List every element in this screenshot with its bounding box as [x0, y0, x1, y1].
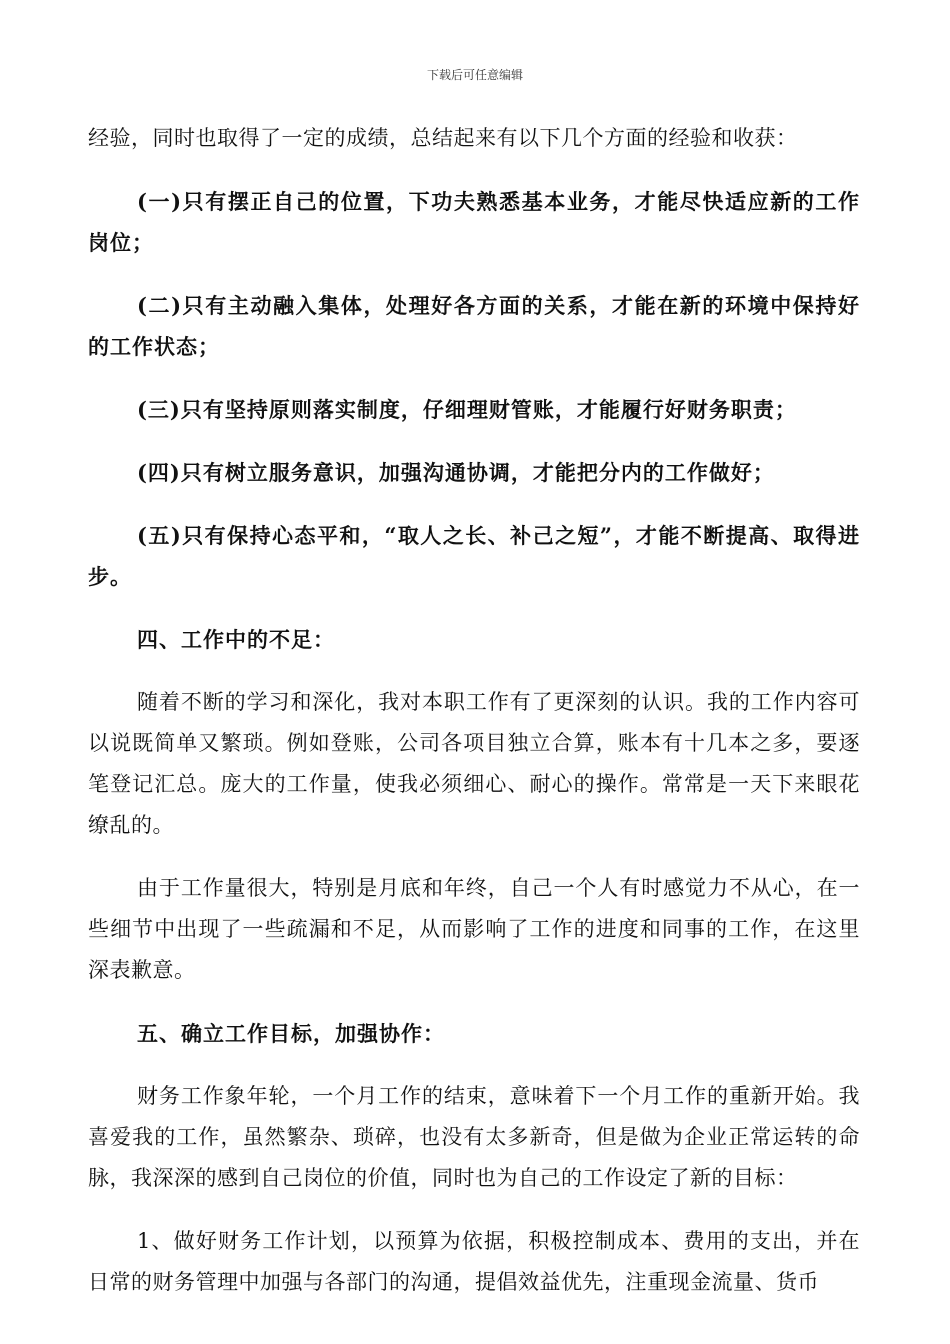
list-item-2: (二)只有主动融入集体，处理好各方面的关系，才能在新的环境中保持好的工作状态； [88, 293, 860, 359]
list-item-4: (四)只有树立服务意识，加强沟通协调，才能把分内的工作做好； [137, 460, 775, 485]
page-header: 下载后可任意编辑 [426, 68, 523, 82]
list-item-1: (一)只有摆正自己的位置，下功夫熟悉基本业务，才能尽快适应新的工作岗位； [88, 189, 860, 255]
section-heading-4: 四、工作中的不足： [137, 627, 335, 652]
list-item-5: (五)只有保持心态平和，“取人之长、补己之短”，才能不断提高、取得进步。 [88, 523, 860, 589]
paragraph-continuation: 经验，同时也取得了一定的成绩，总结起来有以下几个方面的经验和收获： [88, 126, 798, 150]
section-heading-5: 五、确立工作目标，加强协作： [137, 1021, 445, 1046]
body-paragraph: 随着不断的学习和深化，我对本职工作有了更深刻的认识。我的工作内容可以说既简单又繁琐。例如登账，公司各项目独立合算，账本有十几本之多，要逐笔登记汇总。庞大的工作量，使我必须细心、耐心的操作。常常是一天下来眼花缭乱的。 [88, 690, 860, 837]
list-item-3: (三)只有坚持原则落实制度，仔细理财管账，才能履行好财务职责； [137, 397, 797, 422]
document-body [88, 118, 860, 1303]
body-paragraph: 财务工作象年轮，一个月工作的结束，意味着下一个月工作的重新开始。我喜爱我的工作，虽然繁杂、琐碎，也没有太多新奇，但是做为企业正常运转的命脉，我深深的感到自己岗位的价值，同时也为自己的工作设定了新的目标： [88, 1084, 860, 1190]
body-paragraph: 1、做好财务工作计划，以预算为依据，积极控制成本、费用的支出，并在日常的财务管理中加强与各部门的沟通，提倡效益优先，注重现金流量、货币 [88, 1229, 860, 1294]
body-paragraph: 由于工作量很大，特别是月底和年终，自己一个人有时感觉力不从心，在一些细节中出现了一些疏漏和不足，从而影响了工作的进度和同事的工作，在这里深表歉意。 [88, 876, 860, 982]
